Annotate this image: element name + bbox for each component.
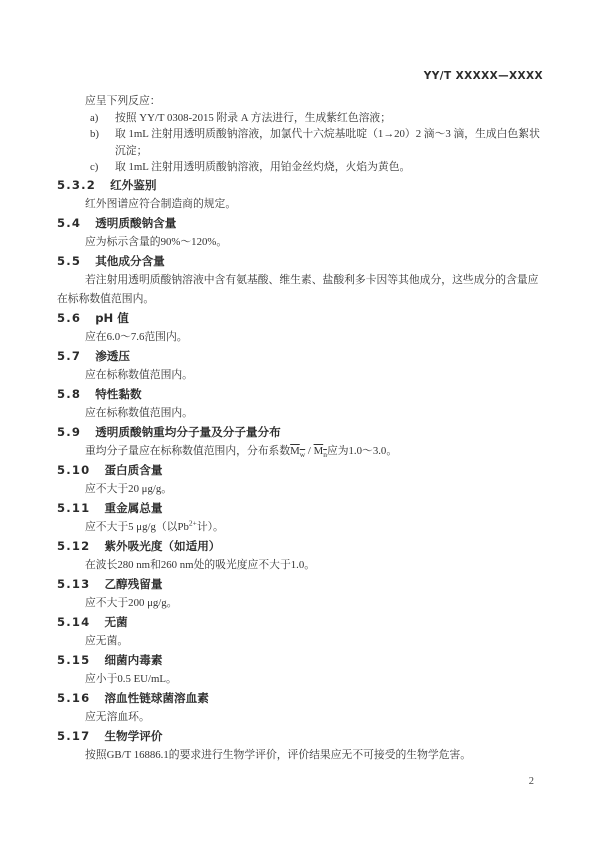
section-body <box>57 442 543 461</box>
section-title: 渗透压 <box>95 348 130 363</box>
list-item-b <box>57 126 543 159</box>
section-title: 其他成分含量 <box>95 253 165 268</box>
section-title: 蛋白质含量 <box>104 462 163 477</box>
section-title: 红外鉴别 <box>110 177 157 192</box>
section-number: 5.13 <box>57 576 91 591</box>
section-body: 应在6.0～7.6范围内。 <box>85 330 188 343</box>
section-body: 应无溶血环。 <box>85 710 150 723</box>
section-number: 5.16 <box>57 690 91 705</box>
section-heading <box>57 214 543 233</box>
formula-separator: / <box>305 444 314 457</box>
standard-number: YY/T XXXXX—XXXX <box>423 70 543 82</box>
section-body: 应在标称数值范围内。 <box>85 368 193 381</box>
pb-superscript: 2+ <box>188 517 197 527</box>
list-item-text: 取 1mL 注射用透明质酸钠溶液，用铂金丝灼烧，火焰为黄色。 <box>115 161 411 173</box>
section-body: 应为标示含量的90%～120%。 <box>85 235 228 248</box>
section-heading <box>57 537 543 556</box>
section-heading <box>57 309 543 328</box>
list-item-text: 取 1mL 注射用透明质酸钠溶液，加氯代十六烷基吡啶（1→20）2 滴～3 滴，生成白色絮状沉淀； <box>115 128 540 157</box>
section-5-12 <box>57 537 543 575</box>
section-body: 应不大于200 μg/g。 <box>85 596 178 609</box>
list-item-text: 按照 YY/T 0308-2015 附录 A 方法进行，生成紫红色溶液； <box>115 111 392 124</box>
section-title: 细菌内毒素 <box>104 652 163 667</box>
section-heading <box>57 347 543 366</box>
section-body: 应无菌。 <box>85 634 129 647</box>
list-item-marker: c) <box>90 161 99 173</box>
mw-subscript: w <box>299 449 306 459</box>
section-title: pH 值 <box>95 310 129 325</box>
section-5-11 <box>57 499 543 537</box>
section-number: 5.12 <box>57 538 91 553</box>
section-number: 5.9 <box>57 424 82 439</box>
section-heading <box>57 613 543 632</box>
list-item-c <box>57 159 543 176</box>
section-number: 5.5 <box>57 253 82 268</box>
section-title: 乙醇残留量 <box>104 576 163 591</box>
body-text-suffix: 应为1.0～3.0。 <box>326 444 398 457</box>
section-title: 重金属总量 <box>104 500 163 515</box>
list-item-marker: b) <box>90 128 99 140</box>
section-5-16 <box>57 689 543 727</box>
section-5-6 <box>57 309 543 347</box>
section-body: 应小于0.5 EU/mL。 <box>85 672 177 685</box>
section-heading <box>57 176 543 195</box>
section-number: 5.17 <box>57 728 91 743</box>
section-heading <box>57 252 543 271</box>
section-body <box>57 518 543 537</box>
section-title: 溶血性链球菌溶血素 <box>104 690 209 705</box>
section-5-17 <box>57 727 543 765</box>
section-heading <box>57 461 543 480</box>
section-body: 应不大于20 μg/g。 <box>85 482 173 495</box>
section-body: 红外图谱应符合制造商的规定。 <box>85 197 237 210</box>
section-title: 紫外吸光度（如适用） <box>104 538 221 553</box>
body-text-suffix: 计）。 <box>196 520 224 533</box>
section-number: 5.15 <box>57 652 91 667</box>
section-heading <box>57 575 543 594</box>
section-title: 透明质酸钠重均分子量及分子量分布 <box>95 424 281 439</box>
reaction-list <box>57 110 543 176</box>
section-title: 无菌 <box>104 614 128 629</box>
section-5-7 <box>57 347 543 385</box>
page-number: 2 <box>528 776 534 787</box>
section-5-15 <box>57 651 543 689</box>
section-body: 应在标称数值范围内。 <box>85 406 193 419</box>
section-5-3-2 <box>57 176 543 214</box>
section-heading <box>57 689 543 708</box>
section-number: 5.6 <box>57 310 82 325</box>
section-heading <box>57 499 543 518</box>
mn-subscript: n <box>323 449 327 459</box>
section-number: 5.14 <box>57 614 91 629</box>
section-number: 5.8 <box>57 386 82 401</box>
section-number: 5.3.2 <box>57 177 97 192</box>
body-text-prefix: 应不大于5 μg/g（以Pb <box>85 520 189 533</box>
list-item-marker: a) <box>90 111 99 124</box>
mn-mean-symbol <box>314 445 327 457</box>
section-number: 5.11 <box>57 500 91 515</box>
section-heading <box>57 727 543 746</box>
section-body: 若注射用透明质酸钠溶液中含有氨基酸、维生素、盐酸利多卡因等其他成分，这些成分的含量应在标称数值范围内。 <box>57 273 539 305</box>
section-number: 5.10 <box>57 462 91 477</box>
body-text-prefix: 重均分子量应在标称数值范围内，分布系数 <box>85 444 291 457</box>
section-body: 在波长280 nm和260 nm处的吸光度应不大于1.0。 <box>85 558 316 571</box>
section-5-4 <box>57 214 543 252</box>
section-heading <box>57 385 543 404</box>
section-5-13 <box>57 575 543 613</box>
section-body: 按照GB/T 16886.1的要求进行生物学评价，评价结果应无不可接受的生物学危害。 <box>85 748 472 761</box>
section-title: 生物学评价 <box>104 728 163 743</box>
page-content <box>57 70 543 765</box>
intro-paragraph: 应呈下列反应： <box>85 95 161 107</box>
section-5-10 <box>57 461 543 499</box>
running-header <box>57 70 543 83</box>
section-5-8 <box>57 385 543 423</box>
list-item-a <box>57 110 543 127</box>
section-heading <box>57 423 543 442</box>
section-heading <box>57 651 543 670</box>
mw-mean-symbol <box>290 445 305 457</box>
mn-base: M <box>313 444 324 457</box>
section-5-14 <box>57 613 543 651</box>
section-number: 5.4 <box>57 215 82 230</box>
section-number: 5.7 <box>57 348 82 363</box>
section-5-5 <box>57 252 543 309</box>
section-title: 特性黏数 <box>95 386 142 401</box>
section-5-9 <box>57 423 543 461</box>
mw-base: M <box>290 444 300 457</box>
sections-container <box>57 176 543 765</box>
section-title: 透明质酸钠含量 <box>95 215 177 230</box>
